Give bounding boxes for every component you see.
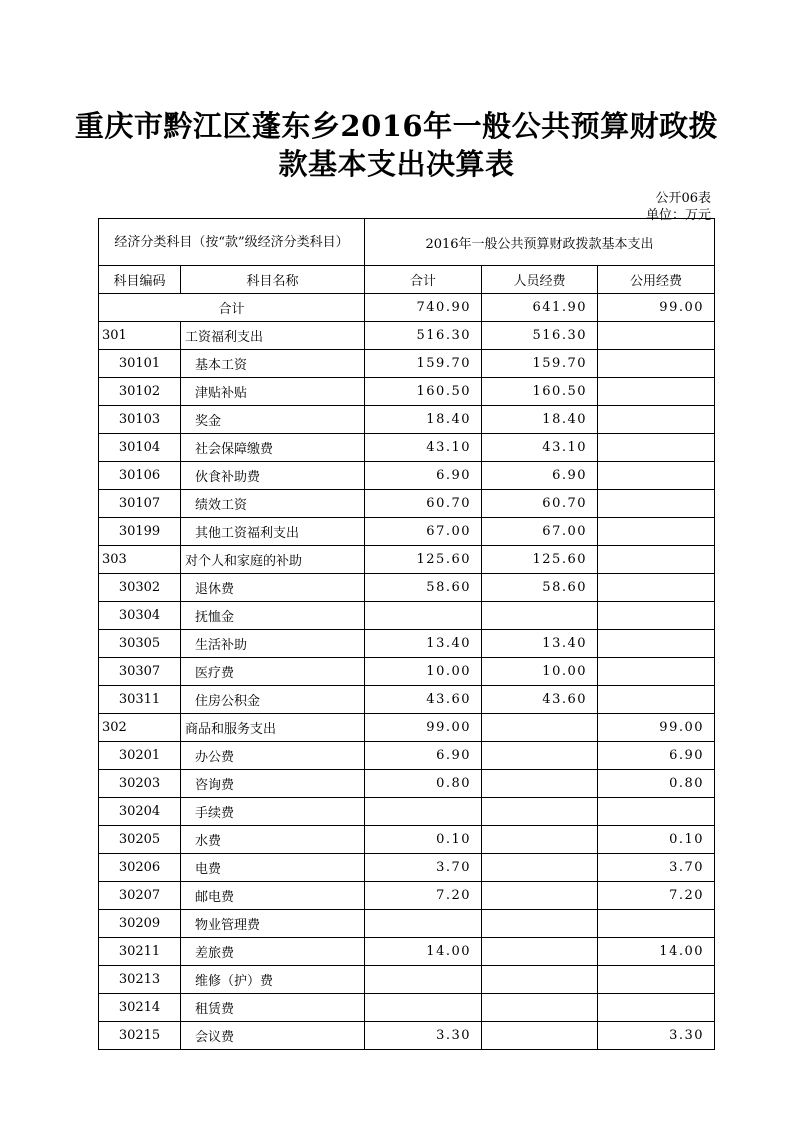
row-public [598, 462, 715, 490]
row-name: 邮电费 [181, 882, 365, 910]
row-total: 6.90 [365, 742, 482, 770]
page-title-line-2: 款基本支出决算表 [278, 147, 515, 181]
row-name: 会议费 [181, 1022, 365, 1050]
table-row [99, 434, 715, 462]
table-row [99, 630, 715, 658]
row-code: 302 [99, 714, 181, 742]
row-personnel: 58.60 [482, 574, 598, 602]
table-row [99, 1022, 715, 1050]
row-public [598, 490, 715, 518]
row-total: 58.60 [365, 574, 482, 602]
row-total [365, 994, 482, 1022]
row-personnel: 159.70 [482, 350, 598, 378]
row-total: 6.90 [365, 462, 482, 490]
header-code: 科目编码 [99, 266, 181, 294]
row-public [598, 350, 715, 378]
row-name: 退休费 [181, 574, 365, 602]
row-code: 30203 [99, 770, 181, 798]
row-public: 99.00 [598, 714, 715, 742]
header-public: 公用经费 [598, 266, 715, 294]
row-code: 30209 [99, 910, 181, 938]
row-total [365, 602, 482, 630]
row-code: 30204 [99, 798, 181, 826]
row-name: 对个人和家庭的补助 [181, 546, 365, 574]
header-row-2 [99, 266, 715, 294]
total-personnel: 641.90 [482, 294, 598, 322]
table-row [99, 994, 715, 1022]
header-personnel: 人员经费 [482, 266, 598, 294]
table-row [99, 770, 715, 798]
row-total: 160.50 [365, 378, 482, 406]
row-public [598, 574, 715, 602]
row-public: 6.90 [598, 742, 715, 770]
row-name: 水费 [181, 826, 365, 854]
header-classification: 经济分类科目（按“款”级经济分类科目） [99, 219, 365, 266]
row-name: 手续费 [181, 798, 365, 826]
row-total: 43.60 [365, 686, 482, 714]
row-code: 30304 [99, 602, 181, 630]
row-name: 生活补助 [181, 630, 365, 658]
row-total: 0.80 [365, 770, 482, 798]
row-total: 10.00 [365, 658, 482, 686]
row-name: 住房公积金 [181, 686, 365, 714]
total-public: 99.00 [598, 294, 715, 322]
row-public [598, 910, 715, 938]
row-public [598, 798, 715, 826]
row-personnel: 516.30 [482, 322, 598, 350]
row-code: 30103 [99, 406, 181, 434]
row-name: 办公费 [181, 742, 365, 770]
row-public: 14.00 [598, 938, 715, 966]
table-row [99, 350, 715, 378]
header-group: 2016年一般公共预算财政拨款基本支出 [365, 219, 715, 266]
row-total: 159.70 [365, 350, 482, 378]
row-name: 电费 [181, 854, 365, 882]
row-code: 303 [99, 546, 181, 574]
row-public [598, 658, 715, 686]
table-row [99, 910, 715, 938]
row-personnel: 6.90 [482, 462, 598, 490]
row-name: 伙食补助费 [181, 462, 365, 490]
total-label: 合计 [99, 294, 365, 322]
row-total: 14.00 [365, 938, 482, 966]
table-row [99, 462, 715, 490]
row-public [598, 630, 715, 658]
row-personnel [482, 714, 598, 742]
row-personnel [482, 882, 598, 910]
row-total [365, 910, 482, 938]
row-name: 基本工资 [181, 350, 365, 378]
expenditure-table [98, 218, 715, 1050]
row-personnel [482, 742, 598, 770]
table-row [99, 742, 715, 770]
total-total: 740.90 [365, 294, 482, 322]
row-name: 绩效工资 [181, 490, 365, 518]
row-code: 30206 [99, 854, 181, 882]
table-row [99, 714, 715, 742]
row-personnel [482, 770, 598, 798]
form-number: 公开06表 [655, 191, 711, 206]
row-personnel [482, 854, 598, 882]
table-row [99, 322, 715, 350]
row-public [598, 602, 715, 630]
row-name: 抚恤金 [181, 602, 365, 630]
row-public [598, 322, 715, 350]
row-code: 30307 [99, 658, 181, 686]
row-public [598, 518, 715, 546]
table-row [99, 546, 715, 574]
row-personnel: 13.40 [482, 630, 598, 658]
row-total: 13.40 [365, 630, 482, 658]
row-name: 津贴补贴 [181, 378, 365, 406]
row-name: 商品和服务支出 [181, 714, 365, 742]
row-code: 30205 [99, 826, 181, 854]
row-name: 其他工资福利支出 [181, 518, 365, 546]
row-personnel: 60.70 [482, 490, 598, 518]
row-code: 30106 [99, 462, 181, 490]
row-public [598, 546, 715, 574]
row-personnel [482, 1022, 598, 1050]
row-name: 工资福利支出 [181, 322, 365, 350]
row-personnel [482, 910, 598, 938]
table-row [99, 518, 715, 546]
row-personnel [482, 938, 598, 966]
row-public [598, 378, 715, 406]
row-name: 物业管理费 [181, 910, 365, 938]
row-name: 租赁费 [181, 994, 365, 1022]
row-total: 60.70 [365, 490, 482, 518]
row-personnel: 43.10 [482, 434, 598, 462]
row-personnel [482, 602, 598, 630]
row-personnel [482, 798, 598, 826]
row-code: 30101 [99, 350, 181, 378]
row-total: 125.60 [365, 546, 482, 574]
row-total: 0.10 [365, 826, 482, 854]
table-row [99, 966, 715, 994]
row-code: 30211 [99, 938, 181, 966]
table-row [99, 490, 715, 518]
row-personnel [482, 826, 598, 854]
row-public [598, 966, 715, 994]
header-total: 合计 [365, 266, 482, 294]
row-total: 3.70 [365, 854, 482, 882]
row-code: 30201 [99, 742, 181, 770]
row-public: 0.80 [598, 770, 715, 798]
row-name: 社会保障缴费 [181, 434, 365, 462]
row-personnel: 160.50 [482, 378, 598, 406]
row-code: 30102 [99, 378, 181, 406]
header-name: 科目名称 [181, 266, 365, 294]
row-name: 奖金 [181, 406, 365, 434]
row-code: 30311 [99, 686, 181, 714]
row-personnel: 10.00 [482, 658, 598, 686]
row-total [365, 966, 482, 994]
row-public [598, 994, 715, 1022]
table-row [99, 658, 715, 686]
table-row [99, 378, 715, 406]
row-public: 3.30 [598, 1022, 715, 1050]
table-row [99, 406, 715, 434]
table-row [99, 938, 715, 966]
row-code: 30302 [99, 574, 181, 602]
row-code: 30215 [99, 1022, 181, 1050]
row-name: 维修（护）费 [181, 966, 365, 994]
row-public: 0.10 [598, 826, 715, 854]
row-name: 医疗费 [181, 658, 365, 686]
row-total: 7.20 [365, 882, 482, 910]
row-total: 3.30 [365, 1022, 482, 1050]
row-personnel: 18.40 [482, 406, 598, 434]
row-code: 30199 [99, 518, 181, 546]
row-code: 301 [99, 322, 181, 350]
table-row [99, 574, 715, 602]
row-personnel: 67.00 [482, 518, 598, 546]
row-personnel: 125.60 [482, 546, 598, 574]
row-personnel [482, 994, 598, 1022]
table-row [99, 882, 715, 910]
total-row [99, 294, 715, 322]
row-total [365, 798, 482, 826]
page-title-line-1: 重庆市黔江区蓬东乡2016年一般公共预算财政拨 [74, 109, 719, 143]
row-code: 30305 [99, 630, 181, 658]
table-row [99, 798, 715, 826]
row-name: 咨询费 [181, 770, 365, 798]
row-total: 99.00 [365, 714, 482, 742]
table-row [99, 602, 715, 630]
row-total: 43.10 [365, 434, 482, 462]
row-public [598, 434, 715, 462]
row-code: 30104 [99, 434, 181, 462]
row-total: 67.00 [365, 518, 482, 546]
row-public [598, 406, 715, 434]
row-public [598, 686, 715, 714]
row-code: 30213 [99, 966, 181, 994]
row-personnel [482, 966, 598, 994]
table-row [99, 686, 715, 714]
table-row [99, 854, 715, 882]
row-total: 18.40 [365, 406, 482, 434]
row-public: 7.20 [598, 882, 715, 910]
header-row-1 [99, 219, 715, 266]
row-personnel: 43.60 [482, 686, 598, 714]
row-total: 516.30 [365, 322, 482, 350]
unit-label: 单位：万元 [645, 208, 711, 223]
row-code: 30214 [99, 994, 181, 1022]
table-row [99, 826, 715, 854]
row-public: 3.70 [598, 854, 715, 882]
row-name: 差旅费 [181, 938, 365, 966]
row-code: 30207 [99, 882, 181, 910]
row-code: 30107 [99, 490, 181, 518]
